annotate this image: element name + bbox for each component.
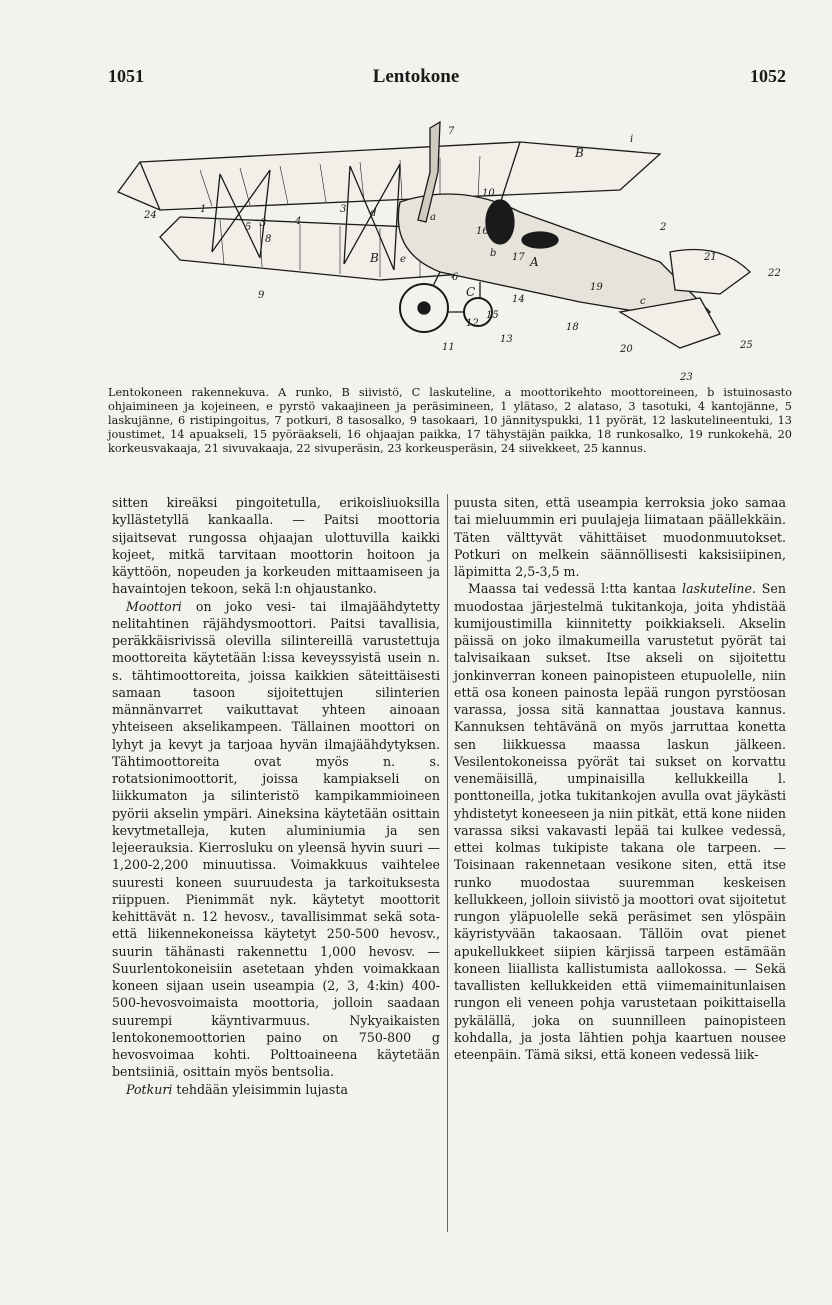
svg-text:25: 25 xyxy=(740,340,753,351)
svg-text:B: B xyxy=(370,251,379,265)
page-number-right: 1052 xyxy=(750,66,786,86)
svg-text:17: 17 xyxy=(512,252,525,263)
svg-text:a: a xyxy=(430,212,436,223)
svg-text:i: i xyxy=(630,134,634,145)
paragraph: Maassa tai vedessä l:tta kantaa laskuteline. Sen muodostaa järjestelmä tukitankoja, joita yhdistää kumijoustimilla kiinnitetty poikkiakseli. Akselin päissä on joko ilmakumeilla varustetut pyörät tai talvisaikaan sukset. Itse akseli on sijoitettu jonkinverran koneen painopisteen etupuolelle, niin että osa koneen painosta lepää rungon pyrstöosan varassa, jossa sitä kannattaa joustava kannus. Kannuksen tehtävänä on myös jarruttaa konetta sen liikkuessa maassa laskun jälkeen. Vesilentokoneissa pyörät tai sukset on korvattu venemäisillä, umpinaisilla kellukkeilla l. ponttoneilla, jotka tukitankojen avulla ovat jäykästi yhdistetyt koneeseen ja niin pitkät, että kone niiden varassa siksi vakavasti lepää tai kulkee vedessä, ettei kolmas tukipiste takana ole tarpeen. — Toisinaan rakennetaan vesikone siten, että itse runko muodostaa suuremman keskeisen kellukkeen, jolloin siivistö ja moottori ovat sijoitetut rungon yläpuolelle sekä peräsimet sen ylöspäin käyristyvään takaosaan. Tällöin ovat pienet apukellukkeet siipien kärjissä tarpeen estämään koneen liiallista kallistumista aallokossa. — Sekä tavallisten kellukkeiden että viimemainitunlaisen rungon eli veneen pohja varustetaan poikittaisella pykälällä, joka on suunnilleen painopisteen kohdalla, ja josta lähtien pohja kaartuen nousee eteenpäin. Tämä siksi, että koneen vedessä liik- xyxy=(454,581,786,1062)
page-title: Lentokone xyxy=(372,66,460,87)
svg-text:e: e xyxy=(400,254,406,265)
svg-text:A: A xyxy=(530,255,539,269)
svg-text:20: 20 xyxy=(620,344,633,355)
page-number-left: 1051 xyxy=(108,66,144,86)
svg-text:13: 13 xyxy=(500,334,513,345)
svg-text:8: 8 xyxy=(265,234,272,245)
svg-text:9: 9 xyxy=(258,290,265,301)
svg-text:3: 3 xyxy=(340,204,347,215)
svg-text:21: 21 xyxy=(704,252,717,263)
text-column-right xyxy=(454,494,786,1063)
svg-text:B: B xyxy=(575,146,584,160)
paragraph: sitten kireäksi pingoitetulla, erikoisliuoksilla kyllästetyllä kankaalla. — Paitsi moottoria sijaitsevat rungossa ohjaajan ulottuvilla kaikki kojeet, mitkä tarvitaan moottorin hoitoon ja käyttöön, nopeuden ja korkeuden mittaamiseen ja havaintojen tekoon, sekä l:n ohjaustanko. xyxy=(112,495,440,597)
text-column-left xyxy=(112,494,440,1098)
term: Moottori xyxy=(126,598,182,614)
svg-text:5: 5 xyxy=(245,222,252,233)
svg-text:C: C xyxy=(466,285,476,299)
svg-text:c: c xyxy=(640,296,646,307)
svg-text:11: 11 xyxy=(442,342,455,353)
figure-caption: Lentokoneen rakennekuva. A runko, B siivistö, C laskuteline, a moottorikehto moottoreineen, b istuinosasto ohjaimineen ja kojeineen, e pyrstö vakaajineen ja peräsimineen, 1 ylätaso, 2 alataso, 3 tasotuki, 4 kantojänne, 5 laskujänne, 6 ristipingoitus, 7 potkuri, 8 tasosalko, 9 tasokaari, 10 jännityspukki, 11 pyörät, 12 laskutelineentuki, 13 joustimet, 14 apuakseli, 15 pyöräakseli, 16 ohjaajan paikka, 17 tähystäjän paikka, 18 runkosalko, 19 runkokehä, 20 korkeusvakaaja, 21 sivuvakaaja, 22 sivuperäsin, 23 korkeusperäsin, 24 siivekkeet, 25 kannus. xyxy=(108,386,792,455)
svg-text:3: 3 xyxy=(260,218,267,229)
svg-text:19: 19 xyxy=(590,282,603,293)
svg-text:b: b xyxy=(490,248,497,259)
svg-text:18: 18 xyxy=(566,322,579,333)
svg-text:7: 7 xyxy=(448,126,455,137)
column-divider xyxy=(447,494,448,1232)
paragraph: Potkuri tehdään yleisimmin lujasta xyxy=(126,1081,348,1097)
svg-text:4: 4 xyxy=(295,216,302,227)
biplane-diagram xyxy=(100,112,790,382)
svg-text:10: 10 xyxy=(482,188,495,199)
term: Potkuri xyxy=(126,1081,173,1097)
svg-text:14: 14 xyxy=(512,294,525,305)
svg-text:16: 16 xyxy=(476,226,489,237)
svg-text:6: 6 xyxy=(452,272,459,283)
paragraph: Moottori on joko vesi- tai ilmajäähdytetty nelitahtinen räjähdysmoottori. Paitsi tavallisia, peräkkäisrivissä olevilla silintereillä varustettuja moottoreita käytetään l:issa keveyssyistä usein n. s. tähtimoottoreita, joissa kaikkien säteittäisesti samaan tasoon sijoitettujen silinterien männänvarret vaikuttavat yhteen ainoaan yhteiseen akselikampeen. Tällainen moottori on lyhyt ja kevyt ja tarjoaa hyvän ilmajäähdytyksen. Tähtimoottoreita ovat myös n. s. rotatsionimoottorit, joissa kampiakseli on liikkumaton ja silinteristö kampikammioineen pyörii akselin ympäri. Aineksina käytetään osittain kevytmetalleja, kuten aluminiumia ja sen lejeerauksia. Kierrosluku on yleensä hyvin suuri — 1,200-2,200 minuutissa. Voimakkuus vaihtelee suuresti koneen suuruudesta ja tarkoituksesta riippuen. Pienimmät nyk. käytetyt moottorit kehittävät n. 12 hevosv., tavallisimmat sekä sota- että liikennekoneissa käytetyt 250-500 hevosv., suurin tähänasti rakennettu 1,000 hevosv. — Suurlentokoneisiin asetetaan yhden voimakkaan koneen sijaan usein useampia (2, 3, 4:kin) 400-500-hevosvoimaista moottoria, jolloin saadaan suurempi käyntivarmuus. Nykyaikaisten lentokonemoottorien paino on 750-800 g hevosvoimaa kohti. Polttoaineena käytetään bentsiiniä, osittain myös bentsolia. xyxy=(112,598,440,1080)
svg-text:23: 23 xyxy=(680,372,693,382)
svg-text:24: 24 xyxy=(144,210,157,221)
svg-text:d: d xyxy=(370,208,377,219)
svg-text:2: 2 xyxy=(660,222,667,233)
svg-text:1: 1 xyxy=(200,204,207,215)
paragraph: puusta siten, että useampia kerroksia joko samaa tai mieluummin eri puulajeja liimataan päällekkäin. Täten välttyvät vähittäiset muodonmuutokset. Potkuri on melkein säännöllisesti kaksisiipinen, läpimitta 2,5-3,5 m. xyxy=(454,495,786,579)
term: laskuteline xyxy=(682,581,752,597)
svg-text:15: 15 xyxy=(486,310,499,321)
svg-text:12: 12 xyxy=(466,318,479,329)
svg-text:22: 22 xyxy=(768,268,781,279)
